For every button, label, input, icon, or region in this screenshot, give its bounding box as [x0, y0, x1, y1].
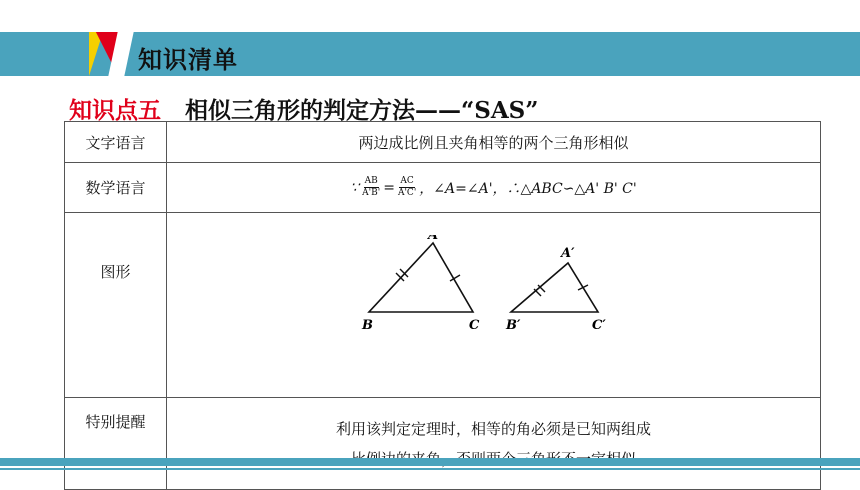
tick-mark: [578, 285, 588, 290]
tick-mark: [396, 273, 404, 281]
triangle-abc-outline: [369, 243, 473, 312]
row-label: 图形: [65, 213, 167, 398]
row-label: 文字语言: [65, 122, 167, 163]
triangle-abc: [361, 235, 480, 333]
figure-cell: [167, 213, 821, 398]
row-label: 特别提醒: [65, 398, 167, 490]
row-content: 两边成比例且夹角相等的两个三角形相似: [167, 122, 821, 163]
row-label: 数学语言: [65, 163, 167, 213]
math-conclusion: ，∠A=∠A'，∴△ABC∽△A' B' C': [419, 180, 637, 197]
because-symbol: ∵: [350, 179, 360, 196]
fraction-ab: [362, 176, 380, 199]
footer-line: [0, 468, 860, 470]
knowledge-table: [64, 121, 821, 490]
section-number: 知识点五: [69, 98, 161, 124]
table-row: [65, 122, 821, 163]
equals-sign: =: [383, 179, 395, 196]
fraction-denominator: A'B': [362, 188, 381, 198]
footer-band: [0, 458, 860, 466]
vertex-label-b: B: [362, 318, 373, 333]
triangle-prime-outline: [511, 263, 598, 312]
similar-triangles-figure: [167, 235, 820, 371]
vertex-label-b-prime: B′: [506, 318, 521, 333]
vertex-label-a: A: [428, 235, 439, 243]
fraction-ac: [398, 176, 416, 199]
tip-content: [167, 398, 821, 490]
fraction-numerator: AB: [364, 176, 378, 186]
header-title: 知识清单: [138, 46, 238, 74]
fraction-numerator: AC: [400, 176, 414, 186]
vertex-label-c-prime: C′: [592, 318, 606, 333]
section-title: 相似三角形的判定方法——“SAS”: [185, 97, 539, 124]
vertex-label-c: C: [469, 318, 480, 333]
math-expression: [167, 163, 821, 213]
table-row: [65, 213, 821, 398]
fraction-denominator: A'C': [397, 188, 417, 198]
vertex-label-a-prime: A′: [561, 246, 575, 261]
table-row: [65, 163, 821, 213]
tip-line: 利用该判定定理时，相等的角必须是已知两组成: [335, 419, 651, 438]
table-row: [65, 398, 821, 490]
triangle-a-prime-b-prime-c-prime: [505, 246, 606, 333]
